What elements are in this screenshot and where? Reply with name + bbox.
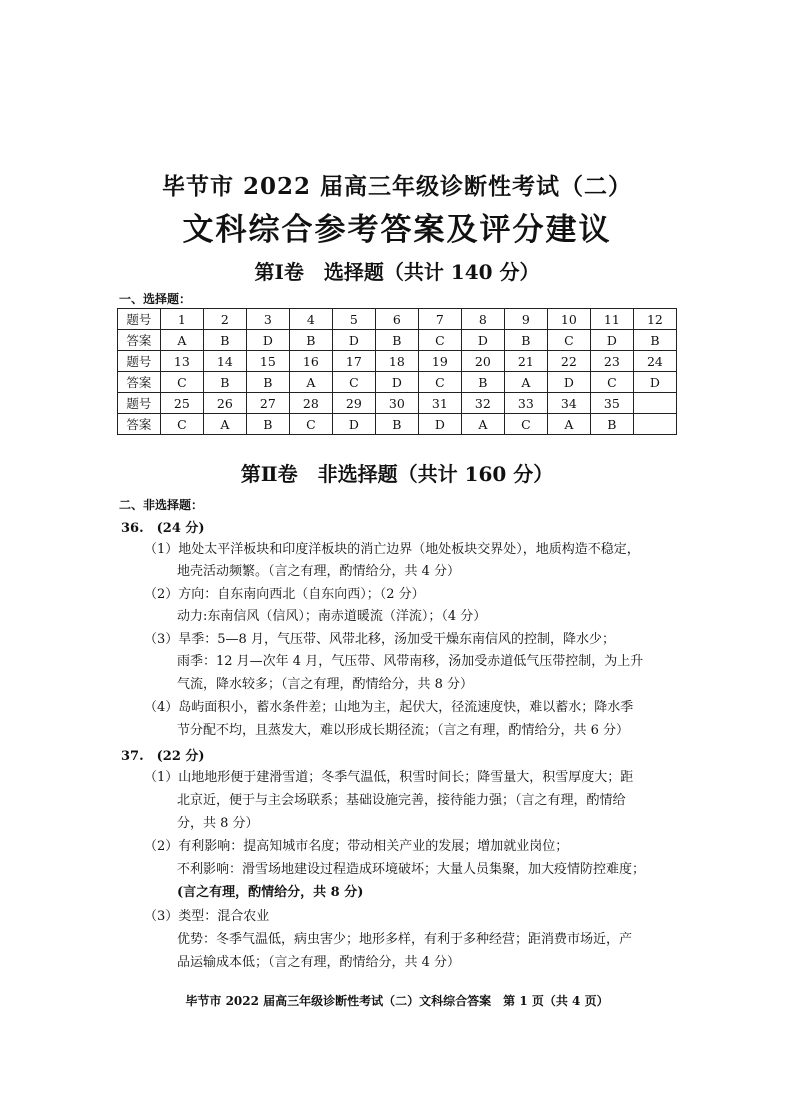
answer-table — [117, 308, 677, 435]
table-cell: 3 — [246, 309, 289, 330]
table-cell: A — [547, 414, 590, 435]
table-cell: 16 — [289, 351, 332, 372]
table-cell: 20 — [461, 351, 504, 372]
q37-line: 品运输成本低；（言之有理，酌情给分，共 4 分） — [177, 955, 461, 970]
q37-line: 北京近，便于与主会场联系；基础设施完善，接待能力强；（言之有理，酌情给 — [177, 793, 626, 808]
table-cell: D — [633, 372, 676, 393]
table-cell: D — [547, 372, 590, 393]
table-cell: 21 — [504, 351, 547, 372]
table-cell: 22 — [547, 351, 590, 372]
table-cell: 27 — [246, 393, 289, 414]
answer-row — [118, 330, 677, 351]
table-cell: 18 — [375, 351, 418, 372]
row-header-cell: 答案 — [118, 414, 161, 435]
exam-title: 毕节市 2022 届高三年级诊断性考试（二） — [161, 173, 633, 200]
q36-line: 气流，降水较多；（言之有理，酌情给分，共 8 分） — [177, 677, 474, 692]
table-cell: 8 — [461, 309, 504, 330]
table-cell: 30 — [375, 393, 418, 414]
table-cell: B — [203, 372, 246, 393]
table-cell: C — [418, 330, 461, 351]
row-header-cell: 题号 — [118, 351, 161, 372]
table-cell: D — [375, 372, 418, 393]
table-cell: C — [504, 414, 547, 435]
question-number-row — [118, 309, 677, 330]
table-cell: C — [332, 372, 375, 393]
table-cell: 31 — [418, 393, 461, 414]
table-cell — [633, 414, 676, 435]
table-cell: C — [547, 330, 590, 351]
table-cell: 19 — [418, 351, 461, 372]
table-cell: A — [504, 372, 547, 393]
table-cell: 10 — [547, 309, 590, 330]
question-number-row — [118, 351, 677, 372]
table-cell: C — [418, 372, 461, 393]
table-cell: 23 — [590, 351, 633, 372]
q36-line: （4）岛屿面积小，蓄水条件差；山地为主，起伏大，径流速度快，难以蓄水；降水季 — [144, 700, 634, 715]
table-cell: 13 — [160, 351, 203, 372]
table-cell: D — [246, 330, 289, 351]
q36-line: （2）方向：自东南向西北（自东向西）；（2 分） — [144, 587, 425, 602]
part1-heading: 第Ⅰ卷 选择题（共计 140 分） — [254, 260, 540, 284]
table-cell: 34 — [547, 393, 590, 414]
table-cell — [633, 393, 676, 414]
table-cell: B — [375, 414, 418, 435]
table-cell: 1 — [160, 309, 203, 330]
table-cell: D — [332, 414, 375, 435]
table-cell: 4 — [289, 309, 332, 330]
table-cell: 15 — [246, 351, 289, 372]
row-header-cell: 题号 — [118, 393, 161, 414]
table-cell: D — [418, 414, 461, 435]
table-cell: C — [289, 414, 332, 435]
table-cell: 33 — [504, 393, 547, 414]
answer-row — [118, 372, 677, 393]
q37-line: (言之有理，酌情给分，共 8 分) — [177, 885, 364, 900]
table-cell: D — [332, 330, 375, 351]
table-cell: B — [246, 414, 289, 435]
table-cell: 9 — [504, 309, 547, 330]
table-cell: 11 — [590, 309, 633, 330]
table-cell: 35 — [590, 393, 633, 414]
q37-line: 不利影响：滑雪场地建设过程造成环境破坏；大量人员集聚，加大疫情防控难度； — [177, 862, 646, 877]
part2-heading: 第Ⅱ卷 非选择题（共计 160 分） — [240, 462, 554, 486]
table-cell: A — [289, 372, 332, 393]
answer-key-title: 文科综合参考答案及评分建议 — [182, 212, 612, 248]
table-cell: B — [590, 414, 633, 435]
table-cell: 7 — [418, 309, 461, 330]
table-cell: 24 — [633, 351, 676, 372]
q37-line: （3）类型：混合农业 — [144, 909, 270, 924]
table-cell: A — [203, 414, 246, 435]
table-cell: 32 — [461, 393, 504, 414]
q36-line: （3）旱季：5—8 月，气压带、风带北移，汤加受干燥东南信风的控制，降水少； — [144, 632, 615, 647]
section1-label: 一、选择题： — [119, 292, 192, 306]
table-cell: A — [461, 414, 504, 435]
table-cell: B — [203, 330, 246, 351]
answer-row — [118, 414, 677, 435]
table-cell: 28 — [289, 393, 332, 414]
table-cell: 12 — [633, 309, 676, 330]
table-cell: D — [590, 330, 633, 351]
table-cell: 17 — [332, 351, 375, 372]
q36-heading: 36. (24 分) — [121, 521, 205, 536]
q36-line: 地壳活动频繁。（言之有理，酌情给分，共 4 分） — [177, 564, 461, 579]
table-cell: B — [375, 330, 418, 351]
q37-line: （1）山地地形便于建滑雪道；冬季气温低，积雪时间长；降雪量大，积雪厚度大；距 — [144, 770, 634, 785]
q37-heading: 37. (22 分) — [121, 749, 205, 764]
q37-line: 优势：冬季气温低，病虫害少；地形多样，有利于多种经营；距消费市场近，产 — [177, 932, 633, 947]
table-cell: 29 — [332, 393, 375, 414]
question-number-row — [118, 393, 677, 414]
table-cell: D — [461, 330, 504, 351]
section2-label: 二、非选择题： — [119, 498, 204, 512]
table-cell: A — [160, 330, 203, 351]
q36-line: 雨季：12 月—次年 4 月，气压带、风带南移，汤加受赤道低气压带控制，为上升 — [177, 654, 644, 669]
table-cell: 14 — [203, 351, 246, 372]
row-header-cell: 题号 — [118, 309, 161, 330]
table-cell: 25 — [160, 393, 203, 414]
table-cell: C — [160, 414, 203, 435]
table-cell: 2 — [203, 309, 246, 330]
table-cell: B — [504, 330, 547, 351]
q36-line: 节分配不均，且蒸发大，难以形成长期径流；（言之有理，酌情给分，共 6 分） — [177, 723, 630, 738]
page-footer: 毕节市 2022 届高三年级诊断性考试（二）文科综合答案 第 1 页（共 4 页） — [185, 994, 609, 1008]
table-cell: B — [246, 372, 289, 393]
q36-line: 动力:东南信风（信风）；南赤道暖流（洋流）；（4 分） — [177, 609, 487, 624]
row-header-cell: 答案 — [118, 330, 161, 351]
table-cell: 6 — [375, 309, 418, 330]
table-cell: B — [633, 330, 676, 351]
row-header-cell: 答案 — [118, 372, 161, 393]
q37-line: 分，共 8 分） — [177, 816, 259, 831]
table-cell: B — [461, 372, 504, 393]
q37-line: （2）有利影响：提高知城市名度；带动相关产业的发展；增加就业岗位； — [144, 839, 569, 854]
table-cell: 26 — [203, 393, 246, 414]
table-cell: 5 — [332, 309, 375, 330]
q36-line: （1）地处太平洋板块和印度洋板块的消亡边界（地处板块交界处），地质构造不稳定， — [144, 542, 640, 557]
table-cell: C — [160, 372, 203, 393]
table-cell: C — [590, 372, 633, 393]
table-cell: B — [289, 330, 332, 351]
